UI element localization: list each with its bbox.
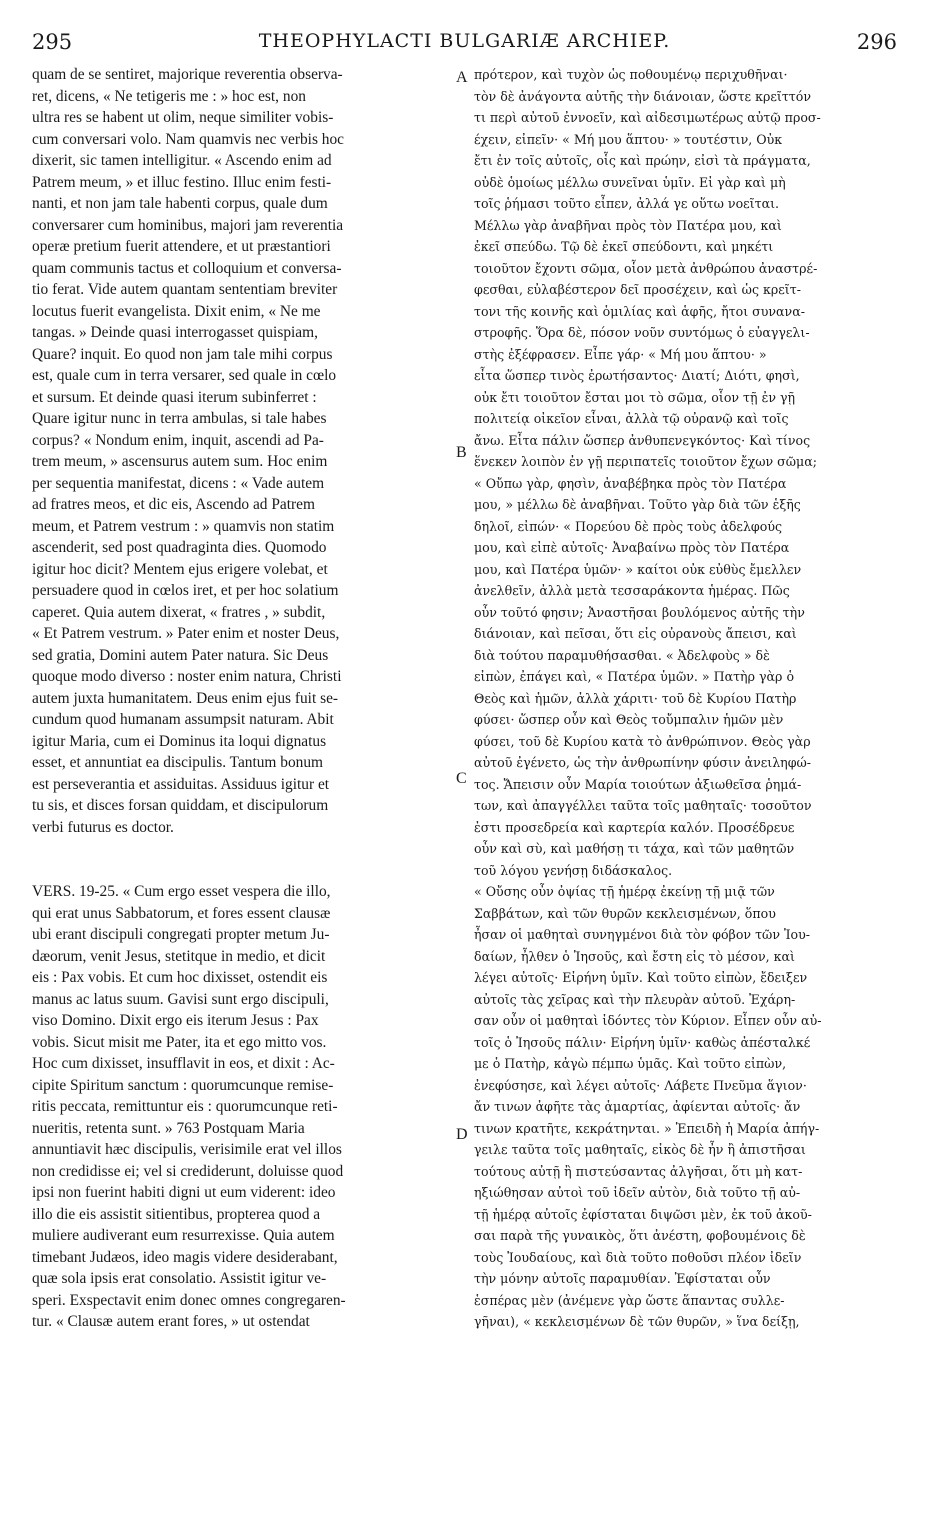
margin-letter-c: C — [456, 770, 467, 787]
text-line: tio ferat. Vide autem quantam sententiam breviter — [32, 281, 338, 298]
text-line: trem meum, » ascensurus autem sum. Hoc enim — [32, 453, 328, 470]
text-line: τοῖς ῥήμασι τοῦτο εἶπεν, ἀλλά γε οὕτω νοεῖται. — [474, 196, 780, 211]
text-line: eis : Pax vobis. Et cum hoc dixisset, ostendit eis — [32, 969, 328, 986]
text-line: με ὁ Πατὴρ, κἀγὼ πέμπω ὑμᾶς. Καὶ τοῦτο εἰπὼν, — [474, 1056, 787, 1071]
running-title: THEOPHYLACTI BULGARIÆ ARCHIEP. — [258, 30, 671, 52]
text-line: corpus? « Nondum enim, inquit, ascendi ad Pa- — [32, 431, 324, 449]
text-line: δηλοῖ, εἰπών· « Πορεύου δὲ πρὸς τοὺς ἀδελφούς — [474, 518, 783, 534]
text-line: Quare igitur nunc in terra ambulas, si tale habes — [32, 410, 327, 427]
text-line: caperet. Quia autem dixerat, « fratres , » subdit, — [32, 603, 326, 621]
text-line: ipsi non fuerint habiti digni ut eum viderent: ideo — [32, 1184, 336, 1201]
text-line: qui erat unus Sabbatorum, et fores essent clausæ — [32, 904, 331, 922]
text-line: est perseverantia et assiduitas. Assiduus igitur et — [32, 775, 330, 793]
text-line: ἐνεφύσησε, καὶ λέγει αὐτοῖς· Λάβετε Πνεῦμα ἅγιον· — [474, 1077, 807, 1093]
text-line: φεσθαι, εὐλαβέστερον δεῖ προσέχειν, καὶ ὡς κρεῖτ- — [474, 282, 801, 297]
text-line: quæ sola ipsis erat consolatio. Assistit igitur ve- — [32, 1270, 327, 1287]
text-line: τὴν μόνην αὐτοῖς παραμυθίαν. Ἐφίσταται οὖν — [474, 1271, 771, 1286]
text-line: VERS. 19-25. « Cum ergo esset vespera die illo, — [32, 883, 331, 900]
text-line: τοιοῦτον ἔχοντι σῶμα, οἷον μετὰ ἀνθρώπου ἀναστρέ- — [474, 260, 818, 276]
text-line: annuntiavit hæc discipulis, verisimile erat vel illos — [32, 1141, 342, 1158]
greek-column — [474, 64, 894, 1333]
text-line: et sursum. Et deinde quasi iterum subinferret : — [32, 388, 317, 406]
text-line: λέγει αὐτοῖς· Εἰρήνη ὑμῖν. Καὶ τοῦτο εἰπὼν, ἔδειξεν — [474, 970, 808, 985]
text-line: dæorum, venit Jesus, stetitque in medio, et dicit — [32, 947, 326, 965]
text-line: autem juxta humanitatem. Deus enim ejus fuit se- — [32, 689, 339, 707]
text-line: manus ac latus suum. Gavisi sunt ergo discipuli, — [32, 990, 329, 1008]
text-line: muliere audiverant eum resurrexisse. Quia autem — [32, 1227, 335, 1244]
text-line: δαίων, ἦλθεν ὁ Ἰησοῦς, καὶ ἔστη εἰς τὸ μέσον, καὶ — [474, 948, 795, 964]
text-line: ἦσαν οἱ μαθηταὶ συνηγμένοι διὰ τὸν φόβον τῶν Ἰου- — [474, 927, 811, 942]
text-line: tangas. » Deinde quasi interrogasset quispiam, — [32, 324, 318, 341]
text-line: tu sis, et disces forsan quiddam, et discipulorum — [32, 797, 329, 814]
text-line: ἐστι προσεδρεία καὶ καρτερία καλόν. Προσέδρευε — [474, 819, 795, 835]
margin-letter-a: A — [456, 69, 468, 86]
text-line: τοὺς Ἰουδαίους, καὶ διὰ τοῦτο ποθοῦσι πλέον ἰδεῖν — [474, 1249, 802, 1265]
text-line: verbi futurus es doctor. — [32, 818, 174, 836]
paragraph-gap — [32, 838, 452, 881]
text-line: Σαββάτων, καὶ τῶν θυρῶν κεκλεισμένων, ὅπου — [474, 905, 776, 921]
text-line: μου, καὶ εἰπὲ αὐτοῖς· Ἀναβαίνω πρὸς τὸν Πατέρα — [474, 540, 790, 555]
text-line: αὐτοῦ ἐγένετο, ὡς τὴν ἀνθρωπίνην φύσιν ἀνειληφώ- — [474, 755, 812, 770]
text-line: « Οὔσης οὖν ὀψίας τῇ ἡμέρᾳ ἐκείνῃ τῇ μιᾷ τῶν — [474, 884, 775, 899]
text-line: ultra res se habent ut olim, neque similiter vobis- — [32, 109, 334, 126]
text-line: στὴς ἐξέφρασεν. Εἶπε γάρ· « Μή μου ἅπτου· » — [474, 346, 767, 362]
text-line: est, quale cum in terra versarer, sed quale in cœlo — [32, 367, 337, 384]
text-line: dixerit, sic tamen intelligitur. « Ascendo enim ad — [32, 152, 332, 169]
text-line: Hoc cum dixisset, insufflavit in eos, et dixit : Ac- — [32, 1055, 335, 1072]
text-line: meum, et Patrem vestrum : » quamvis non statim — [32, 517, 335, 535]
text-line: Patrem meum, » et illuc festino. Illuc enim festi- — [32, 173, 332, 191]
text-line: ritis peccata, remittuntur eis : quorumcunque reti- — [32, 1098, 338, 1115]
text-line: μου, » μέλλω δὲ ἀναβῆναι. Τοῦτο γὰρ διὰ τῶν ἑξῆς — [474, 497, 801, 512]
page-header — [32, 30, 897, 60]
text-line: conversarer cum hominibus, majori jam reverentia — [32, 216, 344, 234]
text-line: ἕνεκεν λοιπὸν ἐν γῇ περιπατεῖς τοιοῦτον ἔχων σῶμα; — [474, 454, 817, 469]
text-line: διὰ τούτου παραμυθήσασθαι. « Ἀδελφοὺς » δὲ — [474, 647, 770, 663]
text-line: στροφῆς. Ὅρα δὲ, πόσον νοῦν συντόμως ὁ εὐαγγελι- — [474, 325, 810, 340]
text-line: ηξιώθησαν αὐτοὶ τοῦ ἰδεῖν αὐτὸν, διὰ τοῦτο τῇ αὐ- — [474, 1185, 801, 1200]
text-line: πρότερον, καὶ τυχὸν ὡς ποθουμένῳ περιχυθῆναι· — [474, 67, 788, 82]
text-line: φύσει, τοῦ δὲ Κυρίου κατὰ τὸ ἀνθρώπινον. Θεὸς γὰρ — [474, 733, 811, 749]
text-line: ἀνελθεῖν, ἀλλὰ μετὰ τεσσαράκοντα ἡμέρας. Πῶς — [474, 583, 790, 598]
text-line: esset, et annuntiat ea discipulis. Tantum bonum — [32, 754, 324, 771]
text-line: locutus fuerit evangelista. Dixit enim, « Ne me — [32, 302, 321, 320]
text-line: operæ pretium fuerit attendere, et ut præstantiori — [32, 238, 331, 255]
text-line: persuadere quod in cœlos iret, et per hoc solatium — [32, 582, 339, 599]
text-line: γειλε ταῦτα τοῖς μαθηταῖς, εἰκὸς δὲ ἦν ἢ ἀπιστῆσαι — [474, 1142, 806, 1157]
text-line: igitur hoc dicit? Mentem ejus erigere volebat, et — [32, 560, 328, 578]
text-line: διάνοιαν, καὶ πεῖσαι, ὅτι εἰς οὐρανοὺς ἄπεισι, καὶ — [474, 626, 797, 641]
text-line: vobis. Sicut misit me Pater, ita et ego mitto vos. — [32, 1033, 327, 1051]
text-line: τοῖς ὁ Ἰησοῦς πάλιν· Εἰρήνη ὑμῖν· καθὼς ἀπέσταλκέ — [474, 1034, 811, 1050]
text-line: οὖν καὶ σὺ, καὶ μαθήσῃ τι τάχα, καὶ τῶν μαθητῶν — [474, 841, 795, 856]
text-line: non credidisse ei; vel si crediderunt, doluisse quod — [32, 1162, 344, 1180]
text-line: igitur Maria, cum ei Dominus ita loqui dignatus — [32, 732, 327, 750]
text-line: εἰπὼν, ἐπάγει καὶ, « Πατέρα ὑμῶν. » Πατὴρ γὰρ ὁ — [474, 669, 795, 684]
text-line: viso Domino. Dixit ergo eis iterum Jesus : Pax — [32, 1012, 319, 1029]
text-line: « Et Patrem vestrum. » Pater enim et noster Deus, — [32, 625, 340, 642]
text-line: ἑσπέρας μὲν (ἀνέμενε γὰρ ὥστε ἅπαντας συλλε- — [474, 1292, 785, 1308]
text-line: οὐδὲ ὁμοίως μέλλω συνεῖναι ὑμῖν. Εἰ γὰρ καὶ μὴ — [474, 174, 786, 190]
text-line: quoque modo diverso : noster enim natura, Christi — [32, 668, 342, 685]
page-number-left: 295 — [32, 30, 73, 54]
text-line: timebant Judæos, ideo magis videre desiderabant, — [32, 1248, 338, 1266]
text-line: ubi erant discipuli congregati propter metum Ju- — [32, 926, 330, 943]
text-line: αὐτοῖς τὰς χεῖρας καὶ τὴν πλευρὰν αὐτοῦ. Ἐχάρη- — [474, 991, 796, 1007]
text-line: των, καὶ ἀπαγγέλλει ταῦτα τοῖς μαθηταῖς· τοσοῦτον — [474, 798, 812, 813]
text-line: Quare? inquit. Eo quod non jam tale mihi corpus — [32, 345, 333, 363]
text-line: ἄνω. Εἶτα πάλιν ὥσπερ ἀνθυπενεγκόντος· Καὶ τίνος — [474, 432, 811, 448]
text-line: cundum quod humanam assumpsit naturam. Abit — [32, 711, 334, 728]
text-line: οὖν τοῦτό φησιν; Ἀναστῆσαι βουλόμενος αὐτῆς τὴν — [474, 604, 805, 620]
text-line: nanti, et non jam tale habenti corpus, quale dum — [32, 195, 328, 212]
text-line: τι περὶ αὐτοῦ ἐννοεῖν, καὶ αἰδεσιμωτέρως αὐτῷ προσ- — [474, 110, 821, 125]
margin-letter-d: D — [456, 1126, 468, 1143]
text-line: οὐκ ἔτι τοιοῦτον ἔσται μοι τὸ σῶμα, οἷον τῇ ἐν γῇ — [474, 389, 796, 405]
text-line: σαν οὖν οἱ μαθηταὶ ἰδόντες τὸν Κύριον. Εἶπεν οὖν αὐ- — [474, 1013, 822, 1028]
text-line: Θεὸς καὶ ἡμῶν, ἀλλὰ χάριτι· τοῦ δὲ Κυρίου Πατὴρ — [474, 690, 797, 706]
text-line: τούτους αὐτῇ ἢ πιστεύσαντας ἀλγῆσαι, ὅτι μὴ κατ- — [474, 1163, 803, 1179]
text-line: εἶτα ὥσπερ τινὸς ἐρωτήσαντος· Διατί; Διότι, φησὶ, — [474, 368, 800, 383]
text-line: τῇ ἡμέρᾳ αὐτοῖς ἐφίσταται διψῶσι μὲν, ἐκ τοῦ ἀκοῦ- — [474, 1206, 812, 1222]
text-line: speri. Exspectavit enim donec omnes congregaren- — [32, 1291, 346, 1309]
text-line: ad fratres meos, et dic eis, Ascendo ad Patrem — [32, 496, 315, 513]
text-line: πολιτείᾳ οἰκεῖον εἶναι, ἀλλὰ τῷ οὐρανῷ καὶ τοῖς — [474, 411, 789, 426]
text-line: Μέλλω γὰρ ἀναβῆναι πρὸς τὸν Πατέρα μου, καὶ — [474, 217, 782, 233]
text-line: ἔτι ἐν τοῖς αὐτοῖς, οἷς καὶ πρώην, εἰσὶ τὰ πράγματα, — [474, 153, 811, 168]
margin-letter-b: B — [456, 444, 467, 461]
text-line: ret, dicens, « Ne tetigeris me : » hoc est, non — [32, 87, 306, 105]
text-line: nueritis, retenta sunt. » 763 Postquam Maria — [32, 1119, 305, 1137]
text-line: sed gratia, Domini autem Pater natura. Sic Deus — [32, 646, 329, 664]
text-line: quam communis tactus et colloquium et conversa- — [32, 259, 342, 277]
text-line: cum conversari volo. Nam quamvis nec verbis hoc — [32, 130, 344, 148]
text-line: quam de se sentiret, majorique reverentia observa- — [32, 66, 343, 83]
text-line: τοῦ λόγου γενήσῃ διδάσκαλος. — [474, 862, 673, 878]
text-line: τινων κρατῆτε, κεκράτηνται. » Ἐπειδὴ ἡ Μαρία ἀπήγ- — [474, 1120, 820, 1136]
text-line: per sequentia manifestat, dicens : « Vade autem — [32, 474, 325, 492]
text-line: μου, καὶ Πατέρα ὑμῶν· » καίτοι οὐκ εὐθὺς ἔμελλεν — [474, 561, 802, 577]
latin-column — [32, 64, 452, 1333]
text-line: φύσει· ὥσπερ οὖν καὶ Θεὸς τοὔμπαλιν ἡμῶν μὲν — [474, 712, 784, 727]
text-line: ἐκεῖ σπεύδω. Τῷ δὲ ἐκεῖ σπεύδοντι, καὶ μηκέτι — [474, 239, 774, 254]
text-line: τος. Ἄπεισιν οὖν Μαρία τοιούτων ἀξιωθεῖσα ῥημά- — [474, 776, 802, 792]
text-line: cipite Spiritum sanctum : quorumcunque remise- — [32, 1076, 334, 1094]
text-line: ascenderit, sed post quadraginta dies. Quomodo — [32, 539, 327, 556]
text-line: έχειν, εἰπεῖν· « Μή μου ἅπτου· » τουτέστιν, Οὐκ — [474, 131, 783, 147]
page-number-right: 296 — [856, 30, 897, 54]
text-line: illo die eis assistit sitientibus, propterea quod a — [32, 1205, 321, 1223]
text-line: tur. « Clausæ autem erant fores, » ut ostendat — [32, 1313, 310, 1330]
text-line: τονι τῆς κοινῆς καὶ ὁμιλίας καὶ ἁφῆς, ἤτοι συνανα- — [474, 303, 805, 319]
text-line: « Οὔπω γὰρ, φησὶν, ἀναβέβηκα πρὸς τὸν Πατέρα — [474, 475, 787, 491]
text-line: ἄν τινων ἀφῆτε τὰς ἁμαρτίας, ἀφίενται αὐτοῖς· ἄν — [474, 1099, 801, 1114]
text-line: γῆναι), « κεκλεισμένων δὲ τῶν θυρῶν, » ἵνα δείξῃ, — [474, 1314, 800, 1329]
text-line: τὸν δὲ ἀνάγοντα αὐτῆς τὴν διάνοιαν, ὥστε κρεῖττόν — [474, 88, 811, 104]
text-line: σαι παρὰ τῆς γυναικὸς, ὅτι ἀνέστη, φοβουμένοις δὲ — [474, 1228, 806, 1243]
